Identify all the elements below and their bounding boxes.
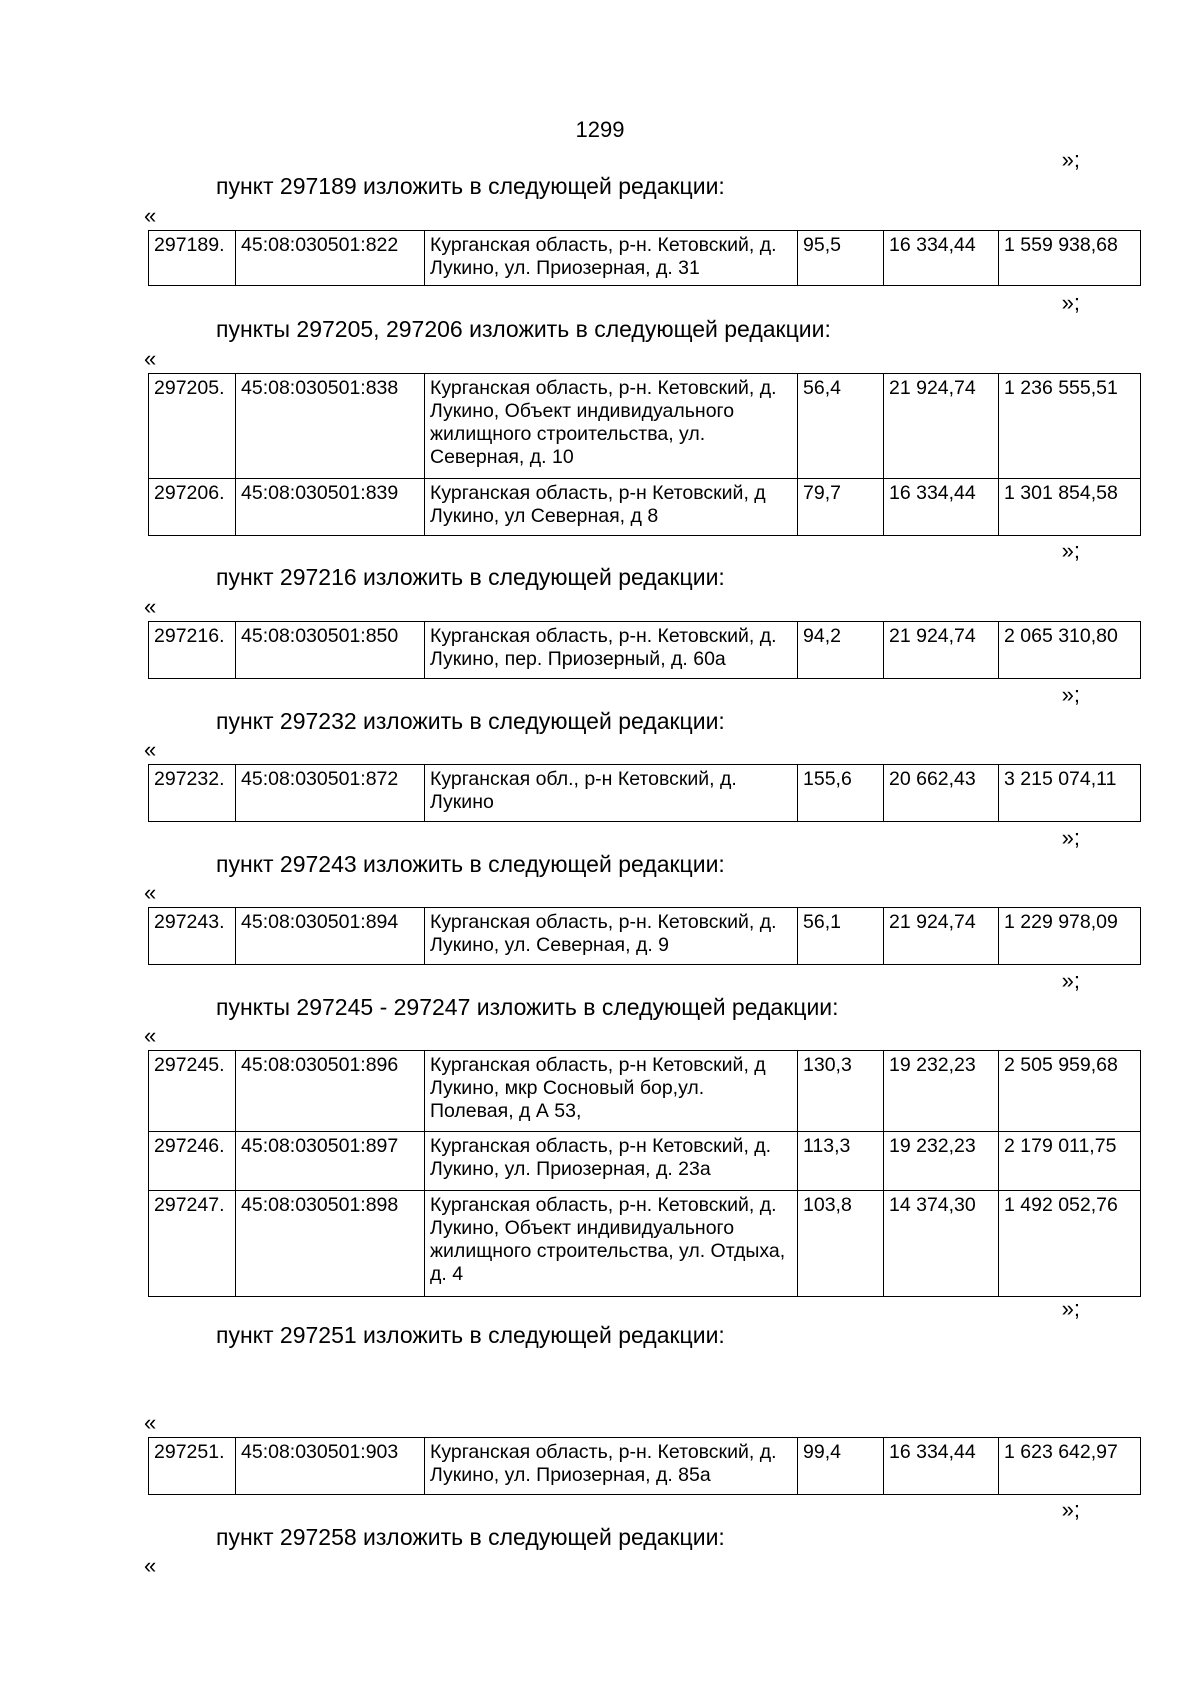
total-value: 2 505 959,68 (999, 1051, 1141, 1132)
cadastral-number: 45:08:030501:896 (236, 1051, 425, 1132)
address: Курганская область, р-н. Кетовский, д. Лукино, ул. Приозерная, д. 85а (425, 1438, 798, 1495)
area: 103,8 (798, 1191, 884, 1297)
total-value: 2 179 011,75 (999, 1132, 1141, 1191)
area: 113,3 (798, 1132, 884, 1191)
area: 95,5 (798, 231, 884, 286)
section-instruction: пункты 297205, 297206 изложить в следующей редакции: (216, 316, 831, 342)
cadastral-number: 45:08:030501:903 (236, 1438, 425, 1495)
closing-quote: »; (1061, 1497, 1080, 1522)
section-instruction: пункт 297216 изложить в следующей редакции: (216, 564, 725, 590)
address: Курганская обл., р-н Кетовский, д. Лукино (425, 765, 798, 822)
entries-table (148, 907, 1141, 965)
area: 56,4 (798, 374, 884, 479)
table-row (149, 1438, 1141, 1495)
total-value: 3 215 074,11 (999, 765, 1141, 822)
address: Курганская область, р-н Кетовский, д Лукино, ул Северная, д 8 (425, 479, 798, 536)
cadastral-number: 45:08:030501:838 (236, 374, 425, 479)
section-instruction: пункт 297243 изложить в следующей редакции: (216, 851, 725, 877)
total-value: 1 559 938,68 (999, 231, 1141, 286)
opening-quote: « (144, 594, 157, 619)
address: Курганская область, р-н. Кетовский, д. Лукино, ул. Северная, д. 9 (425, 908, 798, 965)
table-row (149, 374, 1141, 479)
table-row (149, 908, 1141, 965)
section-instruction: пункт 297189 изложить в следующей редакции: (216, 173, 725, 199)
entry-number: 297243. (149, 908, 236, 965)
closing-quote: »; (1061, 968, 1080, 993)
entry-number: 297189. (149, 231, 236, 286)
unit-value: 16 334,44 (884, 1438, 999, 1495)
address: Курганская область, р-н. Кетовский, д. Лукино, пер. Приозерный, д. 60а (425, 622, 798, 679)
area: 99,4 (798, 1438, 884, 1495)
cadastral-number: 45:08:030501:822 (236, 231, 425, 286)
table-row (149, 1051, 1141, 1132)
entries-table (148, 764, 1141, 822)
closing-quote: »; (1061, 147, 1080, 172)
table-row (149, 1132, 1141, 1191)
opening-quote: « (144, 737, 157, 762)
entry-number: 297205. (149, 374, 236, 479)
closing-quote: »; (1061, 825, 1080, 850)
address: Курганская область, р-н Кетовский, д Лукино, мкр Сосновый бор,ул. Полевая, д А 53, (425, 1051, 798, 1132)
address: Курганская область, р-н. Кетовский, д. Лукино, Объект индивидуального жилищного строительства, ул. Северная, д. 10 (425, 374, 798, 479)
opening-quote: « (144, 1023, 157, 1048)
unit-value: 20 662,43 (884, 765, 999, 822)
cadastral-number: 45:08:030501:897 (236, 1132, 425, 1191)
total-value: 1 623 642,97 (999, 1438, 1141, 1495)
cadastral-number: 45:08:030501:898 (236, 1191, 425, 1297)
entry-number: 297206. (149, 479, 236, 536)
section-instruction: пункт 297232 изложить в следующей редакции: (216, 708, 725, 734)
entry-number: 297216. (149, 622, 236, 679)
opening-quote: « (144, 1410, 157, 1435)
table-row (149, 479, 1141, 536)
table-row (149, 622, 1141, 679)
unit-value: 16 334,44 (884, 231, 999, 286)
cadastral-number: 45:08:030501:850 (236, 622, 425, 679)
closing-quote: »; (1061, 290, 1080, 315)
area: 130,3 (798, 1051, 884, 1132)
total-value: 2 065 310,80 (999, 622, 1141, 679)
unit-value: 21 924,74 (884, 374, 999, 479)
table-row (149, 765, 1141, 822)
opening-quote: « (144, 1553, 157, 1578)
table-row (149, 1191, 1141, 1297)
entry-number: 297247. (149, 1191, 236, 1297)
entries-table (148, 1050, 1141, 1297)
address: Курганская область, р-н. Кетовский, д. Лукино, ул. Приозерная, д. 31 (425, 231, 798, 286)
area: 155,6 (798, 765, 884, 822)
entry-number: 297245. (149, 1051, 236, 1132)
entries-table (148, 373, 1141, 536)
cadastral-number: 45:08:030501:894 (236, 908, 425, 965)
section-instruction: пункт 297251 изложить в следующей редакции: (216, 1322, 725, 1348)
closing-quote: »; (1061, 538, 1080, 563)
entries-table (148, 1437, 1141, 1495)
cadastral-number: 45:08:030501:872 (236, 765, 425, 822)
entry-number: 297246. (149, 1132, 236, 1191)
address: Курганская область, р-н. Кетовский, д. Лукино, Объект индивидуального жилищного строительства, ул. Отдыха, д. 4 (425, 1191, 798, 1297)
total-value: 1 236 555,51 (999, 374, 1141, 479)
area: 79,7 (798, 479, 884, 536)
cadastral-number: 45:08:030501:839 (236, 479, 425, 536)
opening-quote: « (144, 880, 157, 905)
entries-table (148, 230, 1141, 286)
unit-value: 16 334,44 (884, 479, 999, 536)
table-row (149, 231, 1141, 286)
unit-value: 14 374,30 (884, 1191, 999, 1297)
entries-table (148, 621, 1141, 679)
total-value: 1 301 854,58 (999, 479, 1141, 536)
unit-value: 21 924,74 (884, 622, 999, 679)
page-number: 1299 (575, 117, 625, 142)
total-value: 1 492 052,76 (999, 1191, 1141, 1297)
entry-number: 297232. (149, 765, 236, 822)
unit-value: 21 924,74 (884, 908, 999, 965)
area: 94,2 (798, 622, 884, 679)
opening-quote: « (144, 203, 157, 228)
unit-value: 19 232,23 (884, 1051, 999, 1132)
total-value: 1 229 978,09 (999, 908, 1141, 965)
closing-quote: »; (1061, 1296, 1080, 1321)
closing-quote: »; (1061, 682, 1080, 707)
section-instruction: пункт 297258 изложить в следующей редакции: (216, 1524, 725, 1550)
area: 56,1 (798, 908, 884, 965)
section-instruction: пункты 297245 - 297247 изложить в следующей редакции: (216, 994, 839, 1020)
entry-number: 297251. (149, 1438, 236, 1495)
opening-quote: « (144, 346, 157, 371)
address: Курганская область, р-н Кетовский, д. Лукино, ул. Приозерная, д. 23а (425, 1132, 798, 1191)
unit-value: 19 232,23 (884, 1132, 999, 1191)
